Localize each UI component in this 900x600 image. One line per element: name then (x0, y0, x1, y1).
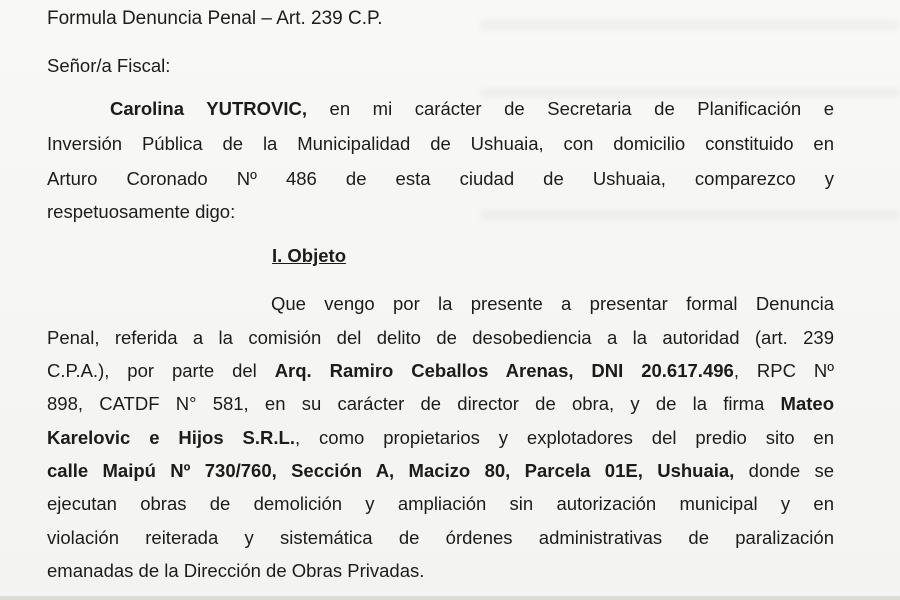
property-address: calle Maipú Nº 730/760, Sección A, Macizo 80, Parcela 01E, Ushuaia, (47, 460, 735, 481)
complainant-name: Carolina YUTROVIC, (110, 98, 307, 119)
body-line-8: violación reiterada y sistemática de órdenes administrativas de paralización (47, 527, 834, 548)
document-header: Formula Denuncia Penal – Art. 239 C.P. (47, 8, 383, 29)
body-line-5-b: , como propietarios y explotadores del predio sito en (294, 427, 835, 448)
salutation: Señor/a Fiscal: (47, 55, 171, 76)
company-name-part-2: Karelovic e Hijos S.R.L. (47, 427, 295, 448)
intro-line-1-rest: en mi carácter de Secretaria de Planificación e (306, 98, 835, 119)
bleed-through-mark (480, 210, 900, 220)
body-line-7: ejecutan obras de demolición y ampliación sin autorización municipal y en (47, 493, 834, 514)
body-line-4 (47, 393, 834, 415)
body-line-5 (47, 427, 834, 449)
body-line-3-a: C.P.A.), por parte del (47, 360, 275, 381)
bleed-through-mark (480, 20, 900, 30)
body-line-6-b: donde se (734, 460, 834, 481)
intro-line-3: Arturo Coronado Nº 486 de esta ciudad de Ushuaia, comparezco y (47, 168, 834, 189)
body-line-2: Penal, referida a la comisión del delito de desobediencia a la autoridad (art. 239 (47, 327, 834, 348)
company-name-part-1: Mateo (780, 393, 834, 414)
page-bottom-edge (0, 596, 900, 600)
body-line-3 (47, 360, 834, 382)
body-line-9: emanadas de la Dirección de Obras Privadas. (47, 560, 425, 581)
body-line-6 (47, 460, 834, 482)
intro-line-2: Inversión Pública de la Municipalidad de Ushuaia, con domicilio constituido en (47, 133, 834, 154)
intro-line-1 (110, 98, 834, 120)
body-line-4-a: 898, CATDF N° 581, en su carácter de director de obra, y de la firma (47, 393, 781, 414)
bleed-through-mark (480, 88, 900, 98)
section-title: I. Objeto (272, 245, 346, 266)
body-line-1: Que vengo por la presente a presentar formal Denuncia (271, 293, 834, 314)
body-line-3-c: , RPC Nº (733, 360, 834, 381)
accused-name: Arq. Ramiro Ceballos Arenas, DNI 20.617.496 (274, 360, 734, 381)
intro-line-4: respetuosamente digo: (47, 201, 236, 222)
